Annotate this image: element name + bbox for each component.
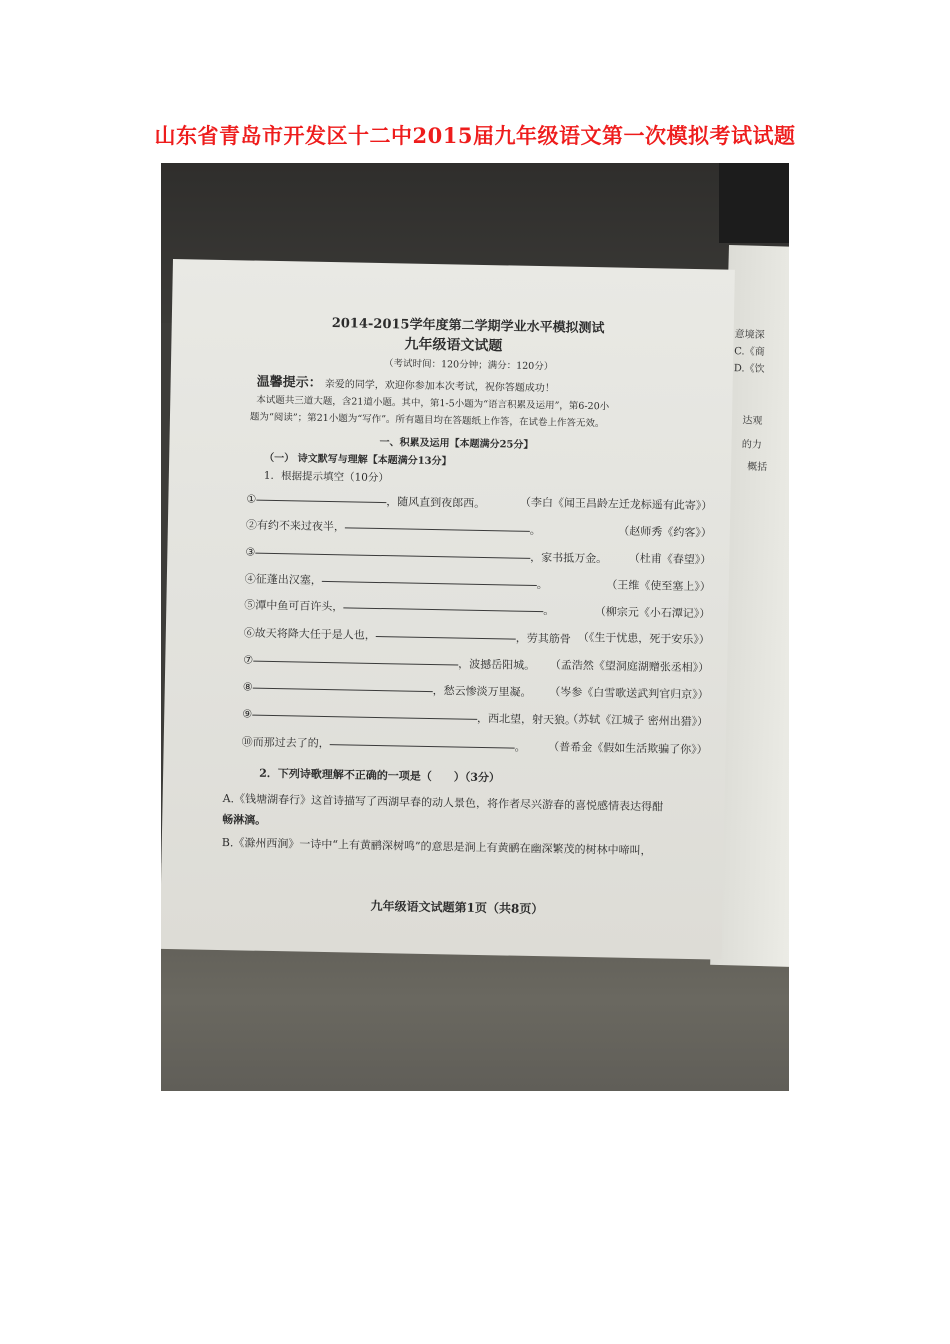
item-number: ⑨ bbox=[242, 707, 253, 721]
item-text: 故天将降大任于是人也， bbox=[254, 626, 376, 642]
answer-blank bbox=[255, 552, 530, 559]
item-number: ⑤ bbox=[244, 598, 256, 612]
item-number: ① bbox=[246, 492, 257, 506]
item-tail: 。 bbox=[536, 578, 548, 592]
next-page-fragment: 的力 bbox=[741, 439, 762, 451]
next-page-fragment: 达观 bbox=[742, 415, 763, 427]
next-page-fragment: 意境深 bbox=[734, 329, 765, 341]
fill-item-10 bbox=[242, 733, 526, 754]
item-source: （李白《闻王昌龄左迁龙标遥有此寄》） bbox=[519, 495, 713, 513]
item-number: ② bbox=[245, 518, 258, 532]
item-tail: 。 bbox=[529, 523, 541, 538]
item-number: ⑦ bbox=[243, 653, 254, 667]
reminder-text-1: 亲爱的同学，欢迎你参加本次考试，祝你答题成功！ bbox=[324, 378, 555, 395]
fill-item-7 bbox=[243, 651, 535, 673]
answer-blank bbox=[376, 635, 516, 640]
item-tail: ，劳其筋骨 bbox=[515, 631, 571, 646]
next-page-fragment: 概括 bbox=[747, 461, 768, 474]
item-tail: 。 bbox=[514, 740, 526, 754]
fill-item-1 bbox=[246, 490, 485, 511]
item-number: ④ bbox=[244, 572, 256, 586]
next-page-fragment: C.《商 bbox=[734, 346, 765, 358]
reminder-line-3: 题为“阅读”；第21小题为“写作”。所有题目均在答题纸上作答，在试卷上作答无效。 bbox=[249, 411, 605, 430]
item-text: 而那过去了的， bbox=[252, 735, 330, 751]
item-source: （王维《使至塞上》） bbox=[606, 578, 711, 594]
option-a-line-1: A.《钱塘湖春行》这首诗描写了西湖早春的动人景色，将作者尽兴游春的喜悦感情表达得酣 bbox=[222, 792, 664, 814]
page-footer: 九年级语文试题第1页（共8页） bbox=[370, 898, 544, 917]
fill-item-6 bbox=[244, 624, 571, 646]
item-text: ，随风直到夜郎西。 bbox=[386, 495, 486, 511]
item-text: ，波撼岳阳城。 bbox=[458, 657, 536, 673]
fill-item-2 bbox=[246, 516, 541, 538]
item-text: 征蓬出汉塞， bbox=[255, 572, 322, 587]
item-source: （孟浩然《望洞庭湖赠张丞相》） bbox=[549, 658, 710, 675]
reminder-label: 温馨提示： bbox=[256, 374, 322, 391]
fill-item-5 bbox=[244, 596, 554, 618]
fill-item-9 bbox=[242, 705, 576, 727]
subsection-1-title: （一） 诗文默写与理解【本题满分13分】 bbox=[264, 452, 452, 468]
reminder-line-2: 本试题共三道大题，含21道小题。其中，第1-5小题为“语言积累及运用”，第6-20小 bbox=[256, 394, 610, 413]
document-title: 山东省青岛市开发区十二中2015届九年级语文第一次模拟考试试题 bbox=[154, 123, 796, 148]
answer-blank bbox=[253, 660, 458, 666]
option-b-line-1: B.《滁州西涧》一诗中“上有黄鹂深树鸣”的意思是涧上有黄鹂在幽深繁茂的树林中啼叫， bbox=[221, 836, 652, 858]
item-text: 潭中鱼可百许头， bbox=[255, 598, 344, 614]
exam-photo bbox=[161, 163, 789, 1091]
item-source: （苏轼《江城子 密州出猎》） bbox=[567, 712, 709, 729]
exam-sheet bbox=[161, 259, 735, 960]
exam-subject: 九年级语文试题 bbox=[404, 336, 503, 355]
item-source: （《生于忧患，死于安乐》） bbox=[577, 630, 710, 647]
answer-blank bbox=[343, 606, 543, 612]
answer-blank bbox=[345, 526, 530, 532]
item-number: ⑥ bbox=[243, 626, 255, 640]
option-a-line-2: 畅淋漓。 bbox=[222, 813, 267, 827]
section-1-title: 一、积累及运用【本题满分25分】 bbox=[379, 436, 534, 451]
item-number: ⑩ bbox=[241, 735, 253, 749]
item-text: ，西北望，射天狼。 bbox=[476, 711, 577, 727]
item-tail: 。 bbox=[543, 604, 555, 618]
answer-blank bbox=[253, 687, 433, 692]
item-text: ，愁云惨淡万里凝。 bbox=[432, 684, 532, 699]
item-source: （岑参《白雪歌送武判官归京》） bbox=[549, 685, 709, 702]
fill-item-8 bbox=[243, 678, 532, 700]
exam-heading: 2014-2015学年度第二学期学业水平模拟测试 bbox=[331, 316, 605, 337]
item-text: 有约不来过夜半， bbox=[256, 518, 346, 534]
answer-blank bbox=[256, 499, 386, 503]
answer-blank bbox=[322, 580, 537, 586]
item-source: （杜甫《春望》） bbox=[628, 551, 712, 567]
item-text: ，家书抵万金。 bbox=[530, 550, 608, 566]
answer-blank bbox=[252, 714, 477, 720]
item-source: （普希金《假如生活欺骗了你》） bbox=[548, 740, 708, 757]
question-1: 1．根据提示填空（10分） bbox=[263, 469, 389, 485]
exam-time-info: （考试时间：120分钟；满分：120分） bbox=[383, 358, 554, 373]
item-number: ③ bbox=[245, 545, 256, 559]
next-page-fragment: D.《饮 bbox=[733, 363, 765, 375]
fill-item-3 bbox=[245, 543, 607, 566]
laptop-corner bbox=[719, 163, 789, 243]
fill-item-4 bbox=[245, 570, 548, 592]
answer-blank bbox=[330, 743, 515, 749]
question-2: 2．下列诗歌理解不正确的一项是（ ）（3分） bbox=[259, 766, 501, 785]
item-source: （柳宗元《小石潭记》） bbox=[594, 605, 711, 621]
item-source: （赵师秀《约客》） bbox=[618, 524, 712, 540]
item-number: ⑧ bbox=[242, 680, 253, 694]
